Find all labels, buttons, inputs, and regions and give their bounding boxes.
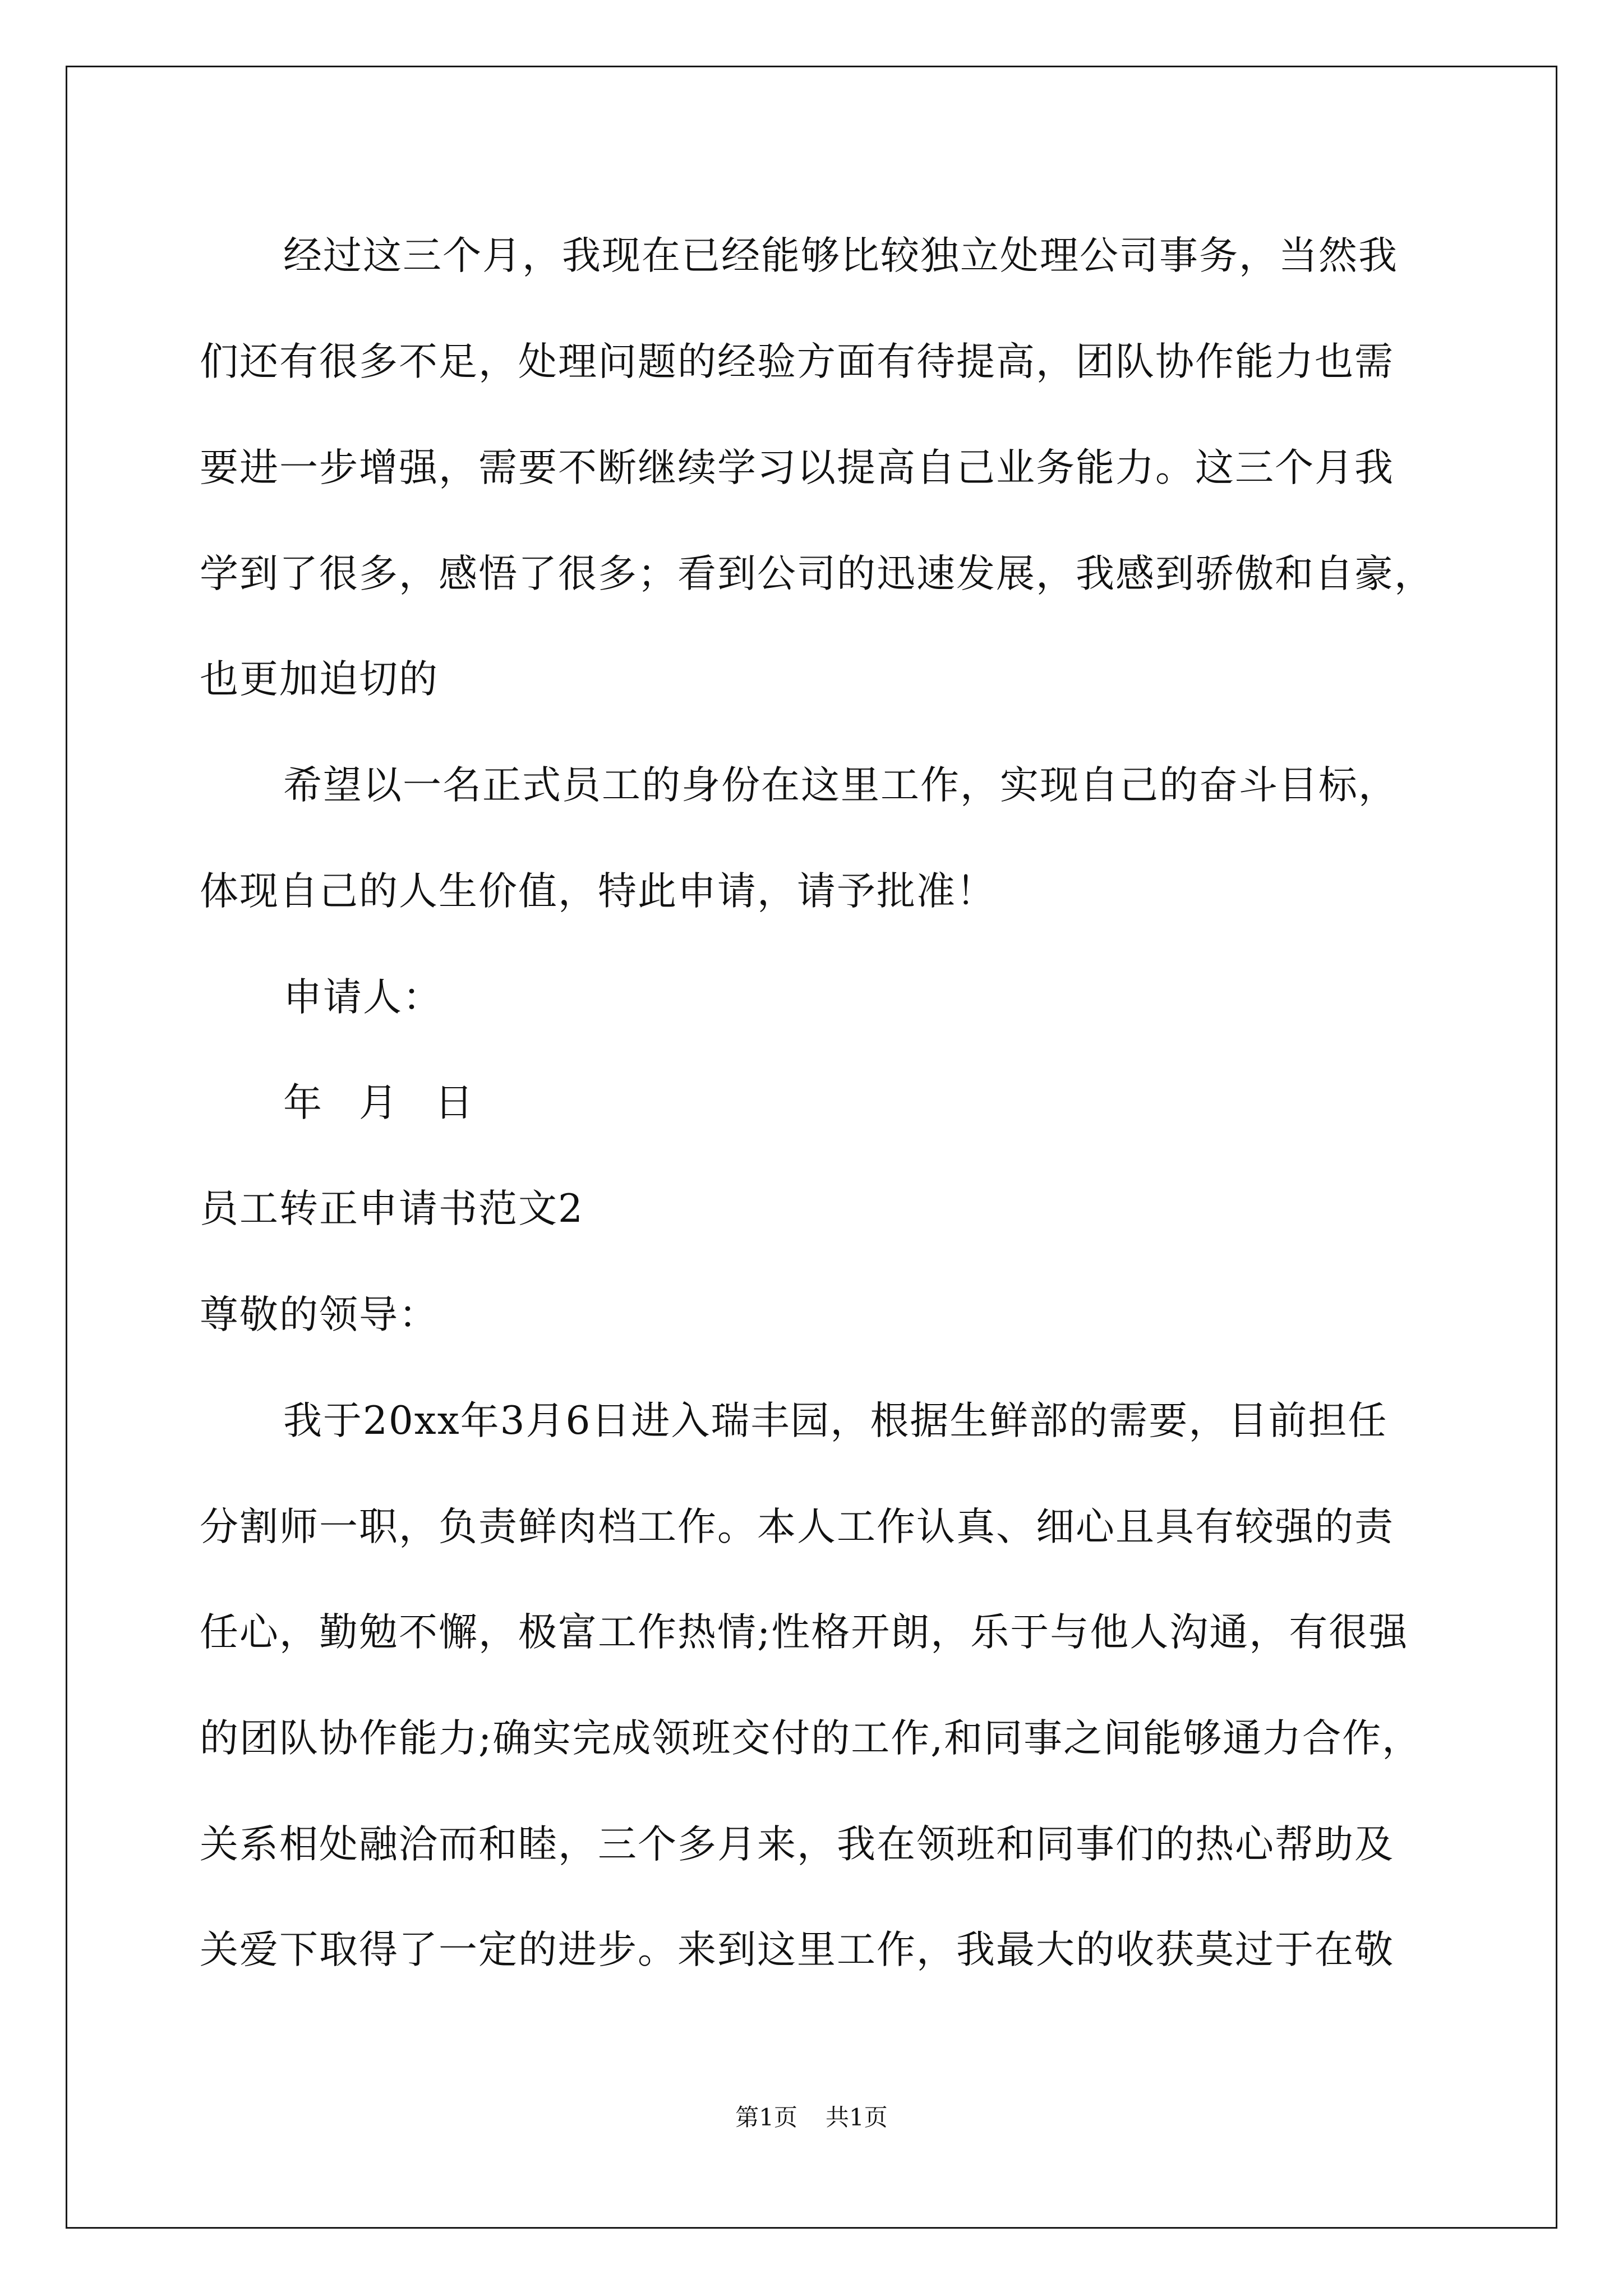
paragraph-line: 任心，勤勉不懈，极富工作热情;性格开朗，乐于与他人沟通，有很强	[200, 1610, 1409, 1655]
paragraph-line: 关爱下取得了一定的进步。来到这里工作，我最大的收获莫过于在敬	[200, 1927, 1394, 1972]
paragraph-line: 们还有很多不足，处理问题的经验方面有待提高，团队协作能力也需	[200, 339, 1394, 384]
applicant-label: 申请人：	[283, 975, 442, 1020]
paragraph-line: 也更加迫切的	[200, 657, 439, 702]
paragraph-line: 我于20xx年3月6日进入瑞丰园，根据生鲜部的需要，目前担任	[283, 1398, 1388, 1443]
paragraph-line: 希望以一名正式员工的身份在这里工作，实现自己的奋斗目标，	[283, 763, 1398, 808]
paragraph-line: 关系相处融洽而和睦，三个多月来，我在领班和同事们的热心帮助及	[200, 1822, 1394, 1867]
paragraph-line: 的团队协作能力;确实完成领班交付的工作,和同事之间能够通力合作，	[200, 1716, 1422, 1761]
paragraph-line: 体现自己的人生价值，特此申请，请予批准！	[200, 869, 996, 914]
paragraph-line: 经过这三个月，我现在已经能够比较独立处理公司事务，当然我	[283, 233, 1398, 278]
paragraph-line: 要进一步增强，需要不断继续学习以提高自己业务能力。这三个月我	[200, 445, 1394, 490]
salutation: 尊敬的领导：	[200, 1292, 439, 1337]
section-title: 员工转正申请书范文2	[200, 1186, 584, 1231]
paragraph-line: 分割师一职，负责鲜肉档工作。本人工作认真、细心且具有较强的责	[200, 1504, 1394, 1549]
paragraph-line: 学到了很多，感悟了很多；看到公司的迅速发展，我感到骄傲和自豪，	[200, 551, 1434, 596]
page-number: 第1页	[735, 2104, 797, 2131]
page-border	[66, 66, 1557, 2229]
date-line: 年 月 日	[283, 1080, 474, 1125]
page-footer	[0, 2101, 1623, 2134]
page-total: 共1页	[826, 2104, 888, 2131]
